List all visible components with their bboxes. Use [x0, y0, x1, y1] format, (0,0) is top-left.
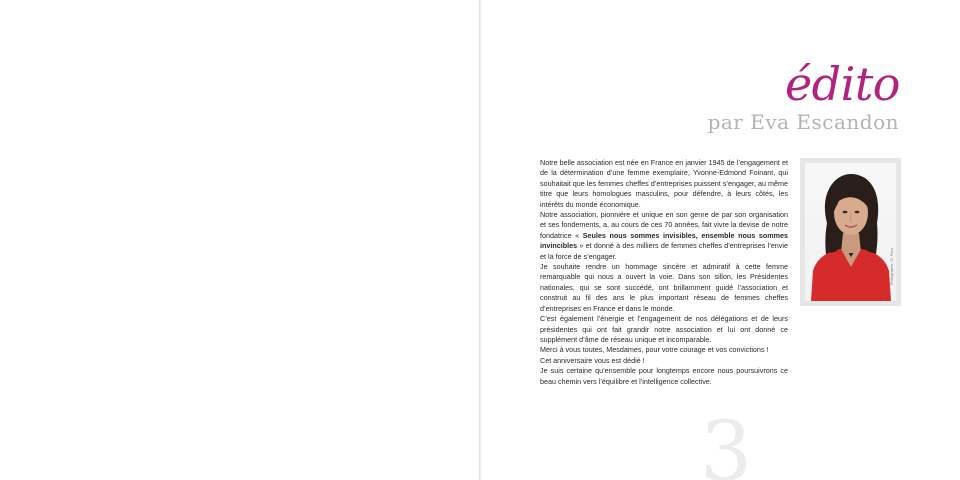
- portrait-illustration: [805, 163, 896, 301]
- page-title: édito: [784, 57, 900, 111]
- author-byline: par Eva Escandon: [707, 110, 899, 134]
- paragraph-2-after: » et donné à des milliers de femmes cheffes d’entreprises l’envie et la force de s’engager.: [540, 241, 788, 261]
- paragraph-7: Je suis certaine qu’ensemble pour longtemps encore nous poursuivrons ce beau chemin vers l’équilibre et l’intelligence collective.: [540, 366, 788, 386]
- photo-credit: Photographie : D. Pons: [890, 247, 894, 285]
- editorial-body: [540, 158, 788, 387]
- paragraph-4: C’est également l’énergie et l’engagement de nos délégations et de leurs présidentes qui ont fait grandir notre association et lui ont donné ce supplément d’âme de réseau unique et incomparable.: [540, 314, 788, 344]
- paragraph-5: Merci à vous toutes, Mesdames, pour votre courage et vos convictions !: [540, 345, 769, 355]
- paragraph-1: Notre belle association est née en France en janvier 1945 de l’engagement et de la détermination d’une femme exemplaire, Yvonne-Edmond Foinant, qui souhaitait que les femmes cheffes d’entreprises puissent s’engager, au même titre que leurs homologues masculins, pour défendre, à leurs côtés, les intérêts du monde économique.: [540, 158, 788, 209]
- author-photo-frame: [800, 158, 901, 306]
- paragraph-3: Je souhaite rendre un hommage sincère et admiratif à cette femme remarquable qui nous a ouvert la voie. Dans son sillon, les Présidentes nationales, qui se sont succédé, ont brillamment guidé l’association et construit au fil des ans le plus important réseau de femmes cheffes d’entreprises en France et dans le monde.: [540, 262, 788, 313]
- paragraph-6: Cet anniversaire vous est dédié !: [540, 355, 645, 365]
- page-number: 3: [700, 405, 753, 480]
- author-portrait: [805, 163, 896, 301]
- motto-quote: Seules nous sommes invisibles, ensemble nous sommes invincibles: [540, 230, 788, 251]
- paragraph-2: [540, 210, 788, 262]
- paragraph-2-before: Notre association, pionnière et unique en son genre de par son organisation et ses fondements, a, au cours de ces 70 années, fait vivre la devise de notre fondatrice «: [540, 210, 788, 240]
- right-page: [482, 0, 960, 480]
